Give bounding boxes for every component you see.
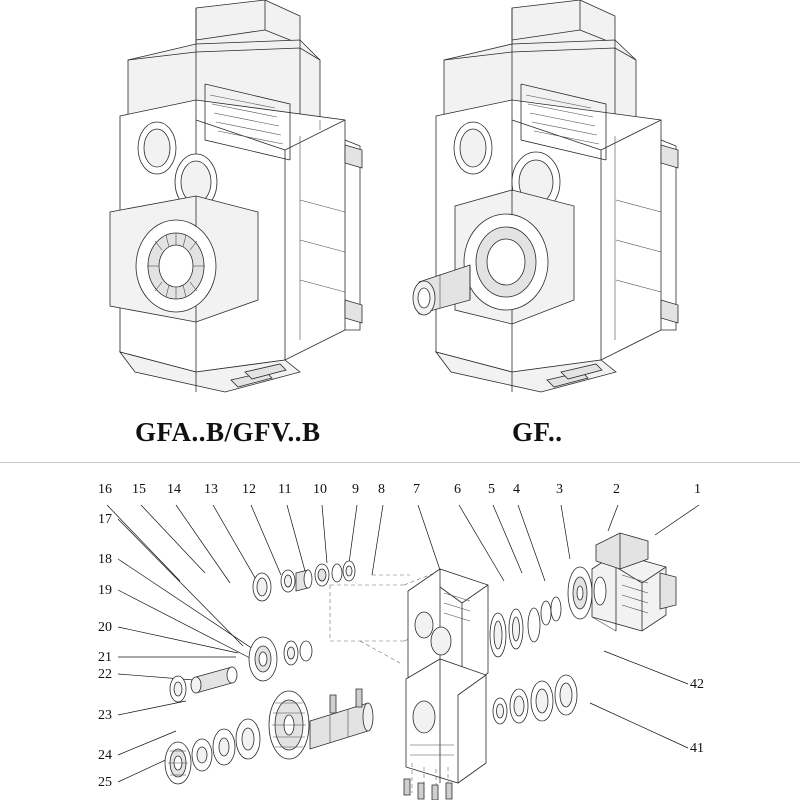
callout-15: 15 (132, 482, 146, 497)
gearbox-left-drawing (110, 0, 362, 392)
exploded-parts-diagram (0, 463, 800, 800)
callout-5: 5 (488, 482, 495, 497)
gearbox-right-drawing (413, 0, 678, 392)
callout-4: 4 (513, 482, 520, 497)
parts-motor (592, 533, 676, 631)
callout-10: 10 (313, 482, 327, 497)
callout-22: 22 (98, 667, 112, 682)
callout-12: 12 (242, 482, 256, 497)
callout-7: 7 (413, 482, 420, 497)
parts-seals-right (490, 597, 577, 724)
callout-9: 9 (352, 482, 359, 497)
callout-18: 18 (98, 552, 112, 567)
callout-11: 11 (278, 482, 292, 497)
caption-gfab-gfvb: GFA..B/GFV..B (135, 417, 321, 447)
callout-17: 17 (98, 512, 112, 527)
parts-fasteners (404, 779, 452, 800)
callout-25: 25 (98, 775, 112, 790)
exploded-view-svg (0, 463, 800, 800)
callout-23: 23 (98, 708, 112, 723)
parts-housing (406, 569, 488, 799)
callout-13: 13 (204, 482, 218, 497)
callout-3: 3 (556, 482, 563, 497)
callout-41: 41 (690, 741, 704, 756)
parts-adapter (568, 567, 592, 619)
callout-14: 14 (167, 482, 181, 497)
callout-8: 8 (378, 482, 385, 497)
callout-16: 16 (98, 482, 112, 497)
callout-21: 21 (98, 650, 112, 665)
parts-output-gear (165, 689, 373, 784)
callout-1: 1 (694, 482, 701, 497)
callout-19: 19 (98, 583, 112, 598)
callout-2: 2 (613, 482, 620, 497)
callout-42: 42 (690, 677, 704, 692)
callout-20: 20 (98, 620, 112, 635)
callout-6: 6 (454, 482, 461, 497)
caption-gf: GF.. (512, 417, 563, 447)
callout-24: 24 (98, 748, 112, 763)
